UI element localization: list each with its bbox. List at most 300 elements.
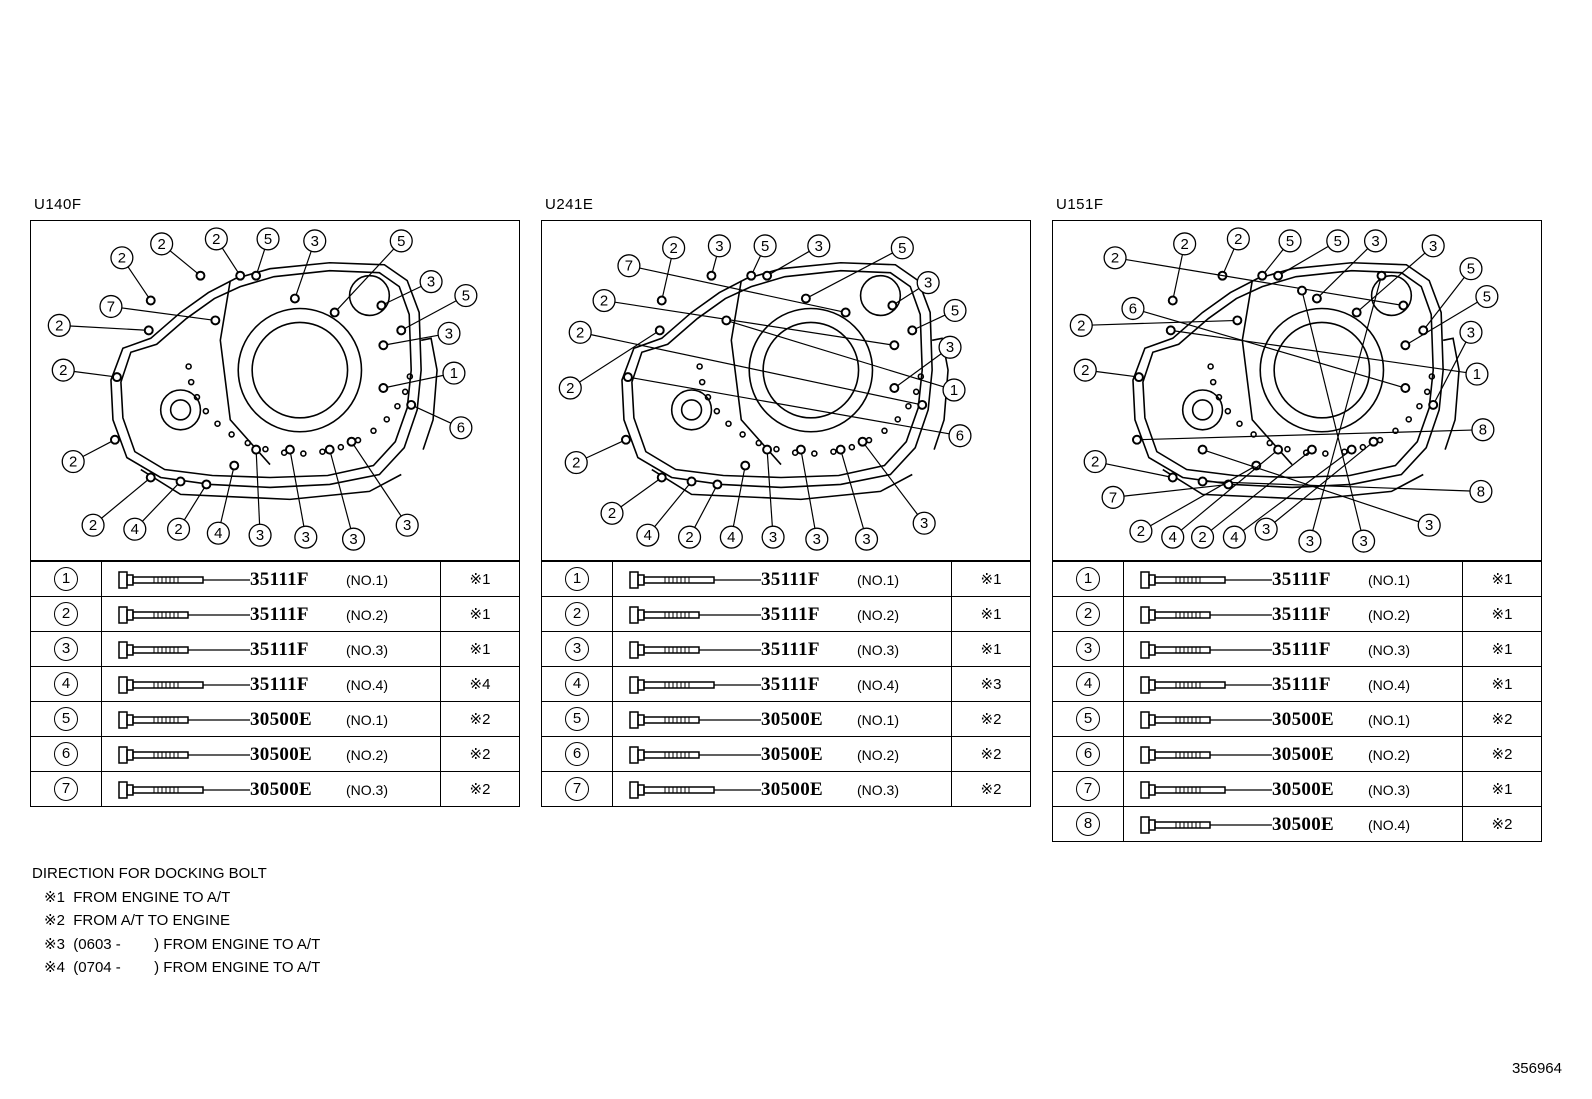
callout-label: 3 — [255, 528, 265, 545]
callout-label: 1 — [949, 382, 959, 399]
callout-3 — [326, 446, 365, 550]
callout-label: 3 — [715, 238, 724, 255]
callout-label: 2 — [1136, 524, 1146, 541]
callout-label: 2 — [669, 240, 678, 257]
bolt-no: (NO.3) — [1368, 782, 1410, 798]
callout-label: 1 — [449, 366, 459, 383]
docking-bolt-notes — [32, 862, 320, 980]
callout-label: 4 — [1230, 530, 1239, 547]
callout-label: 7 — [1108, 490, 1118, 507]
bolt-icon — [1140, 745, 1280, 765]
bolt-number-cell — [31, 772, 102, 807]
bolt-row — [542, 632, 1031, 667]
bolt-icon — [629, 605, 769, 625]
bolt-number: 3 — [1076, 637, 1100, 661]
bolt-number: 5 — [565, 707, 589, 731]
bolt-no: (NO.1) — [346, 712, 388, 728]
bolt-no: (NO.2) — [857, 607, 899, 623]
bolt-no: (NO.1) — [1368, 572, 1410, 588]
bolt-row — [1053, 632, 1542, 667]
note-item-1 — [32, 886, 320, 910]
callout-label: 3 — [1371, 233, 1380, 250]
callout-label: 2 — [1234, 231, 1243, 248]
direction-mark: ※2 — [441, 772, 520, 807]
callout-label: 3 — [814, 238, 823, 255]
bolt-icon — [118, 710, 258, 730]
callout-label: 5 — [1333, 233, 1342, 250]
part-number: 30500E — [1272, 709, 1334, 730]
callout-label: 5 — [950, 303, 960, 320]
bolt-number-cell — [542, 702, 613, 737]
panel-title: U151F — [1056, 196, 1104, 213]
bolt-row — [1053, 807, 1542, 842]
bolt-no: (NO.4) — [346, 677, 388, 693]
direction-mark: ※1 — [1463, 632, 1542, 667]
bolt-number: 4 — [1076, 672, 1100, 696]
part-number: 35111F — [250, 674, 309, 695]
bolt-spec-cell — [1124, 702, 1463, 737]
bolt-icon — [1140, 570, 1280, 590]
bolt-icon — [1140, 605, 1280, 625]
callout-label: 5 — [1466, 261, 1476, 278]
direction-mark: ※2 — [1463, 737, 1542, 772]
direction-mark: ※1 — [441, 562, 520, 597]
callout-2 — [48, 314, 152, 336]
bolt-no: (NO.3) — [1368, 642, 1410, 658]
bolt-icon — [1140, 815, 1280, 835]
callout-label: 3 — [349, 532, 358, 549]
bolt-icon — [1140, 675, 1280, 695]
bolt-no: (NO.3) — [346, 782, 388, 798]
callout-label: 3 — [920, 516, 929, 533]
bolt-spec-cell — [613, 737, 952, 772]
callout-label: 3 — [310, 233, 319, 250]
callout-3 — [707, 235, 730, 280]
bolt-number-cell — [31, 702, 102, 737]
bolt-row — [31, 632, 520, 667]
bolt-no: (NO.2) — [1368, 747, 1410, 763]
bolt-number-cell — [31, 597, 102, 632]
callout-label: 2 — [157, 236, 166, 253]
housing-outline — [111, 263, 437, 500]
callout-label: 4 — [214, 526, 223, 543]
callout-label: 4 — [1168, 530, 1177, 547]
part-number: 35111F — [761, 569, 820, 590]
callout-label: 2 — [55, 318, 64, 335]
bolt-number: 3 — [565, 637, 589, 661]
bolt-no: (NO.2) — [857, 747, 899, 763]
callout-label: 3 — [1429, 238, 1438, 255]
callout-5 — [252, 228, 279, 280]
direction-mark: ※1 — [952, 562, 1031, 597]
bolt-number-cell — [1053, 632, 1124, 667]
part-number: 35111F — [1272, 604, 1331, 625]
callout-label: 2 — [607, 506, 617, 523]
figure-number: 356964 — [1511, 1060, 1562, 1077]
callout-label: 2 — [1110, 250, 1120, 267]
note-mark: ※4 — [44, 959, 65, 976]
part-number: 30500E — [761, 779, 823, 800]
direction-mark: ※1 — [952, 632, 1031, 667]
callout-2 — [593, 290, 898, 350]
callout-label: 6 — [955, 428, 965, 445]
callout-1 — [379, 362, 464, 392]
callout-label: 2 — [576, 325, 585, 342]
callout-label: 3 — [1425, 518, 1434, 535]
bolt-number-cell — [1053, 737, 1124, 772]
bolt-spec-cell — [102, 597, 441, 632]
callout-label: 2 — [69, 454, 78, 471]
bolt-icon — [118, 570, 258, 590]
bolt-number-cell — [1053, 667, 1124, 702]
note-mark: ※2 — [44, 912, 65, 929]
callout-label: 3 — [444, 326, 454, 343]
callout-5 — [331, 230, 413, 316]
callout-4 — [207, 462, 238, 545]
callout-label: 2 — [566, 380, 575, 397]
bolt-icon — [118, 605, 258, 625]
bolt-number-cell — [542, 772, 613, 807]
callout-7 — [100, 296, 219, 325]
bolt-spec-cell — [1124, 597, 1463, 632]
callout-label: 3 — [768, 530, 778, 547]
bolt-table — [541, 561, 1031, 807]
notes-title: DIRECTION FOR DOCKING BOLT — [32, 865, 267, 882]
bolt-number-cell — [31, 737, 102, 772]
callout-label: 3 — [924, 275, 933, 292]
direction-mark: ※2 — [1463, 702, 1542, 737]
direction-mark: ※1 — [1463, 772, 1542, 807]
part-number: 30500E — [1272, 814, 1334, 835]
part-number: 30500E — [250, 709, 312, 730]
bolt-row — [31, 667, 520, 702]
bolt-no: (NO.1) — [857, 712, 899, 728]
callout-label: 3 — [945, 340, 955, 357]
callout-label: 2 — [599, 293, 609, 310]
callout-label: 5 — [397, 233, 406, 250]
bolt-row — [31, 702, 520, 737]
callout-2 — [601, 474, 666, 525]
callout-label: 4 — [643, 528, 652, 545]
bolt-no: (NO.2) — [346, 747, 388, 763]
direction-mark: ※2 — [441, 737, 520, 772]
bolt-spec-cell — [1124, 667, 1463, 702]
part-number: 35111F — [250, 604, 309, 625]
callout-2 — [1218, 228, 1249, 280]
bolt-number-cell — [31, 632, 102, 667]
direction-mark: ※4 — [441, 667, 520, 702]
callout-label: 2 — [1180, 236, 1189, 253]
bolt-number-cell — [1053, 562, 1124, 597]
note-item-3 — [32, 933, 320, 957]
callout-label: 8 — [1476, 484, 1486, 501]
callout-label: 2 — [212, 231, 221, 248]
callout-label: 3 — [1262, 522, 1271, 539]
part-number: 30500E — [761, 709, 823, 730]
note-item-2 — [32, 909, 320, 933]
bolt-row — [1053, 597, 1542, 632]
bolt-row — [31, 562, 520, 597]
bolt-spec-cell — [102, 632, 441, 667]
bolt-number-cell — [1053, 597, 1124, 632]
bolt-number: 3 — [54, 637, 78, 661]
callout-3 — [1199, 446, 1441, 539]
bolt-number: 7 — [1076, 777, 1100, 801]
housing-diagram — [30, 220, 520, 561]
bolt-spec-cell — [1124, 562, 1463, 597]
callout-2 — [52, 359, 121, 381]
direction-mark: ※3 — [952, 667, 1031, 702]
callout-label: 2 — [117, 250, 127, 267]
part-number: 35111F — [1272, 674, 1331, 695]
callout-label: 3 — [403, 518, 412, 535]
bolt-row — [542, 737, 1031, 772]
bolt-number: 2 — [54, 602, 78, 626]
bolt-no: (NO.4) — [1368, 677, 1410, 693]
note-text: FROM A/T TO ENGINE — [73, 912, 230, 929]
bolt-row — [542, 562, 1031, 597]
bolt-icon — [629, 745, 769, 765]
bolt-spec-cell — [613, 597, 952, 632]
bolt-number-cell — [31, 667, 102, 702]
bolt-number-cell — [1053, 807, 1124, 842]
bolt-number: 6 — [1076, 742, 1100, 766]
note-mark: ※3 — [44, 935, 65, 953]
callout-label: 3 — [1466, 325, 1476, 342]
bolt-spec-cell — [1124, 737, 1463, 772]
note-item-4 — [32, 956, 320, 980]
bolt-spec-cell — [102, 667, 441, 702]
callout-2 — [1192, 446, 1316, 551]
part-number: 35111F — [761, 674, 820, 695]
bolt-number: 2 — [565, 602, 589, 626]
callout-3 — [1298, 287, 1375, 552]
part-number: 35111F — [761, 639, 820, 660]
callout-3 — [348, 438, 419, 536]
bolt-spec-cell — [613, 772, 952, 807]
bolt-row — [1053, 667, 1542, 702]
callout-4 — [720, 462, 749, 548]
callout-2 — [565, 436, 630, 474]
bolt-spec-cell — [102, 737, 441, 772]
callout-label: 2 — [1091, 454, 1100, 471]
direction-mark: ※2 — [952, 702, 1031, 737]
callout-2 — [205, 228, 244, 280]
direction-mark: ※1 — [1463, 562, 1542, 597]
bolt-spec-cell — [613, 667, 952, 702]
callout-3 — [249, 446, 271, 546]
callout-label: 5 — [898, 240, 907, 257]
bolt-icon — [629, 570, 769, 590]
bolt-number-cell — [31, 562, 102, 597]
callout-label: 2 — [572, 455, 581, 472]
bolt-row — [31, 772, 520, 807]
part-number: 30500E — [250, 744, 312, 765]
bolt-row — [1053, 737, 1542, 772]
direction-mark: ※1 — [1463, 597, 1542, 632]
housing-diagram — [1052, 220, 1542, 561]
callout-label: 8 — [1478, 422, 1488, 439]
housing-outline — [622, 263, 948, 500]
bolt-no: (NO.3) — [857, 642, 899, 658]
bolt-number-cell — [542, 562, 613, 597]
callout-label: 7 — [106, 299, 116, 316]
bolt-number-cell — [542, 597, 613, 632]
callout-3 — [762, 446, 784, 548]
bolt-number: 4 — [54, 672, 78, 696]
bolt-icon — [118, 745, 258, 765]
callout-label: 1 — [1472, 367, 1482, 384]
bolt-number-cell — [542, 632, 613, 667]
bolt-number: 7 — [54, 777, 78, 801]
panel-title: U140F — [34, 196, 82, 213]
callout-3 — [837, 446, 878, 550]
bolt-table — [1052, 561, 1542, 842]
bolt-spec-cell — [1124, 772, 1463, 807]
bolt-no: (NO.1) — [1368, 712, 1410, 728]
callout-label: 3 — [812, 532, 821, 549]
callout-label: 2 — [174, 522, 183, 539]
direction-mark: ※1 — [952, 597, 1031, 632]
bolt-icon — [629, 640, 769, 660]
bolt-number: 4 — [565, 672, 589, 696]
bolt-no: (NO.2) — [1368, 607, 1410, 623]
part-number: 35111F — [250, 639, 309, 660]
note-text: FROM ENGINE TO A/T — [73, 888, 231, 906]
callout-2 — [62, 436, 119, 473]
part-number: 35111F — [1272, 569, 1331, 590]
panel-title: U241E — [545, 196, 594, 213]
part-number: 35111F — [1272, 639, 1331, 660]
callout-label: 2 — [685, 530, 694, 547]
callout-label: 2 — [1081, 363, 1090, 380]
bolt-spec-cell — [102, 562, 441, 597]
callout-label: 2 — [88, 518, 98, 535]
callout-1 — [1167, 326, 1488, 385]
bolt-row — [542, 772, 1031, 807]
bolt-number: 1 — [1076, 567, 1100, 591]
bolt-icon — [629, 675, 769, 695]
note-text: (0603 - ) FROM ENGINE TO A/T — [73, 935, 321, 953]
bolt-icon — [118, 640, 258, 660]
direction-mark: ※1 — [441, 597, 520, 632]
callout-3 — [1299, 272, 1385, 552]
bolt-number: 1 — [565, 567, 589, 591]
bolt-number: 7 — [565, 777, 589, 801]
bolt-icon — [629, 710, 769, 730]
part-number: 30500E — [250, 779, 312, 800]
direction-mark: ※2 — [952, 772, 1031, 807]
bolt-no: (NO.3) — [346, 642, 388, 658]
bolt-number: 5 — [1076, 707, 1100, 731]
callout-2 — [1104, 247, 1407, 310]
bolt-number: 5 — [54, 707, 78, 731]
bolt-no: (NO.4) — [857, 677, 899, 693]
bolt-table — [30, 561, 520, 807]
bolt-number-cell — [542, 737, 613, 772]
part-number: 30500E — [1272, 779, 1334, 800]
callout-label: 6 — [456, 420, 466, 437]
callout-2 — [151, 233, 205, 280]
callout-label: 7 — [624, 258, 634, 275]
bolt-number-cell — [1053, 772, 1124, 807]
direction-mark: ※2 — [952, 737, 1031, 772]
callout-label: 3 — [1359, 534, 1368, 551]
bolt-icon — [118, 780, 258, 800]
callout-label: 5 — [1285, 233, 1295, 250]
direction-mark: ※2 — [1463, 807, 1542, 842]
bolt-number: 6 — [54, 742, 78, 766]
callout-label: 5 — [760, 238, 770, 255]
part-number: 30500E — [1272, 744, 1334, 765]
bolt-spec-cell — [1124, 807, 1463, 842]
bolt-no: (NO.1) — [857, 572, 899, 588]
bolt-number-cell — [542, 667, 613, 702]
callout-label: 3 — [301, 530, 310, 547]
bolt-row — [1053, 562, 1542, 597]
callout-label: 2 — [1077, 318, 1086, 335]
bolt-spec-cell — [102, 772, 441, 807]
callout-2 — [658, 237, 685, 305]
bolt-icon — [629, 780, 769, 800]
note-text: (0704 - ) FROM ENGINE TO A/T — [73, 959, 321, 976]
bolt-icon — [1140, 710, 1280, 730]
callout-label: 4 — [130, 522, 139, 539]
callout-label: 3 — [1305, 534, 1315, 551]
bolt-no: (NO.2) — [346, 607, 388, 623]
callout-label: 5 — [1482, 289, 1492, 306]
housing-diagram — [541, 220, 1031, 561]
direction-mark: ※1 — [1463, 667, 1542, 702]
note-mark: ※1 — [44, 888, 65, 906]
bolt-spec-cell — [613, 702, 952, 737]
callout-label: 4 — [727, 530, 736, 547]
callout-label: 3 — [426, 274, 436, 291]
callout-label: 3 — [862, 532, 871, 549]
bolt-row — [1053, 702, 1542, 737]
bolt-row — [542, 667, 1031, 702]
bolt-number: 8 — [1076, 812, 1100, 836]
bolt-no: (NO.4) — [1368, 817, 1410, 833]
bolt-spec-cell — [613, 562, 952, 597]
bolt-spec-cell — [102, 702, 441, 737]
housing-outline — [1133, 263, 1459, 500]
bolt-icon — [1140, 640, 1280, 660]
part-number: 35111F — [761, 604, 820, 625]
direction-mark: ※1 — [441, 632, 520, 667]
bolt-number: 2 — [1076, 602, 1100, 626]
bolt-row — [542, 702, 1031, 737]
bolt-no: (NO.3) — [857, 782, 899, 798]
part-number: 30500E — [761, 744, 823, 765]
bolt-row — [31, 737, 520, 772]
bolt-spec-cell — [613, 632, 952, 667]
callout-2 — [111, 247, 155, 305]
callout-label: 5 — [263, 231, 273, 248]
bolt-no: (NO.1) — [346, 572, 388, 588]
callout-label: 6 — [1128, 301, 1138, 318]
part-number: 35111F — [250, 569, 309, 590]
bolt-row — [31, 597, 520, 632]
bolt-row — [542, 597, 1031, 632]
bolt-icon — [1140, 780, 1280, 800]
callout-label: 2 — [1198, 530, 1207, 547]
bolt-number: 6 — [565, 742, 589, 766]
callout-2 — [1074, 359, 1143, 381]
callout-8 — [1199, 477, 1492, 502]
bolt-row — [1053, 772, 1542, 807]
bolt-number-cell — [1053, 702, 1124, 737]
